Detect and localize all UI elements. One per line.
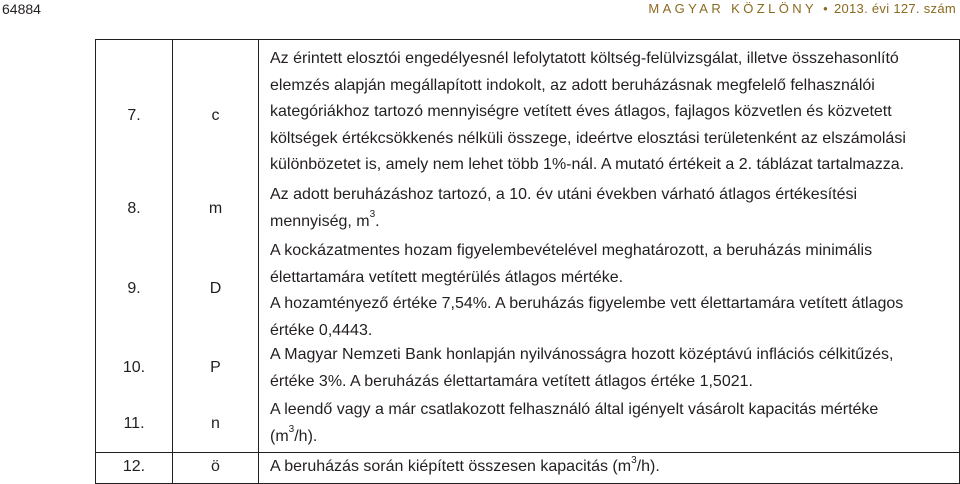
description-line: költségek értékcsökkenés nélküli összege, ideértve elosztási területenként az elszámolási (270, 129, 906, 147)
description-line: Az adott beruházáshoz tartozó, a 10. év utáni években várható átlagos értékesítési (270, 186, 858, 203)
page-number: 64884 (2, 1, 41, 17)
description-line: különbözetet is, amely nem lehet több 1%-nál. A mutató értékeit a 2. táblázat tartalmazza. (270, 156, 905, 173)
issue-label: 2013. évi 127. szám (833, 1, 956, 16)
page-header (0, 0, 960, 22)
row-symbol: n (211, 415, 220, 432)
description-line: A leendő vagy a már csatlakozott felhasználó által igényelt vásárolt kapacitás mértéke (270, 401, 879, 418)
running-title (648, 1, 956, 16)
description-line: kategóriákhoz tartozó mennyiségre vetített éves átlagos, fajlagos közvetlen és közvetett (270, 103, 892, 120)
row-description (270, 397, 958, 450)
row-number: 10. (122, 359, 146, 376)
row-number: 7. (127, 107, 141, 124)
superscript: 3 (369, 209, 376, 221)
row-number: 11. (123, 415, 145, 432)
row-number: 8. (127, 200, 141, 217)
description-line: Az érintett elosztói engedélyesnél lefolytatott költség-felülvizsgálat, illetve összehasonlító (270, 50, 899, 67)
description-line: A hozamtényező értéke 7,54%. A beruházás figyelembe vett élettartamára vetített átlagos (270, 295, 904, 312)
description-line: élettartamára vetített megtérülés átlagos mértéke. (270, 268, 624, 286)
row-number: 12. (122, 458, 146, 475)
row-symbol: P (210, 359, 221, 376)
description-line: értéke 3%. A beruházás élettartamára vetített átlagos értéke 1,5021. (270, 372, 753, 390)
row-description (270, 342, 958, 395)
description-line: A beruházás során kiépített összesen kapacitás $(m^3/h)$. (270, 454, 660, 475)
description-line: A kockázatmentes hozam figyelembevételével meghatározott, a beruházás minimális (270, 242, 873, 259)
description-line: értéke 0,4443. (270, 321, 373, 339)
description-line: elemzés alapján megállapított indokolt, az adott beruházásnak megfelelő felhasználói (270, 76, 875, 94)
table-top-border (95, 39, 960, 40)
row-symbol: c (211, 107, 220, 124)
row-symbol: D (209, 280, 222, 297)
row-symbol: m (208, 200, 223, 217)
row-description (270, 46, 958, 179)
row-number: 9. (127, 280, 141, 297)
table-row-divider (95, 452, 960, 453)
description-line: mennyiség, $m^3$. (270, 209, 380, 230)
table-column-border (258, 40, 259, 484)
description-line: A Magyar Nemzeti Bank honlapján nyilvánosságra hozott középtávú inflációs célkitűzés, (270, 346, 894, 363)
row-symbol: ö (211, 458, 220, 475)
row-description (270, 238, 958, 344)
title-separator: • (823, 1, 828, 16)
description-line: $(m^3/h)$. (270, 424, 318, 445)
superscript: 3 (631, 454, 637, 466)
journal-title: MAGYAR KÖZLÖNY (648, 1, 818, 16)
superscript: 3 (288, 424, 295, 436)
row-description (270, 454, 958, 481)
row-description (270, 182, 958, 235)
